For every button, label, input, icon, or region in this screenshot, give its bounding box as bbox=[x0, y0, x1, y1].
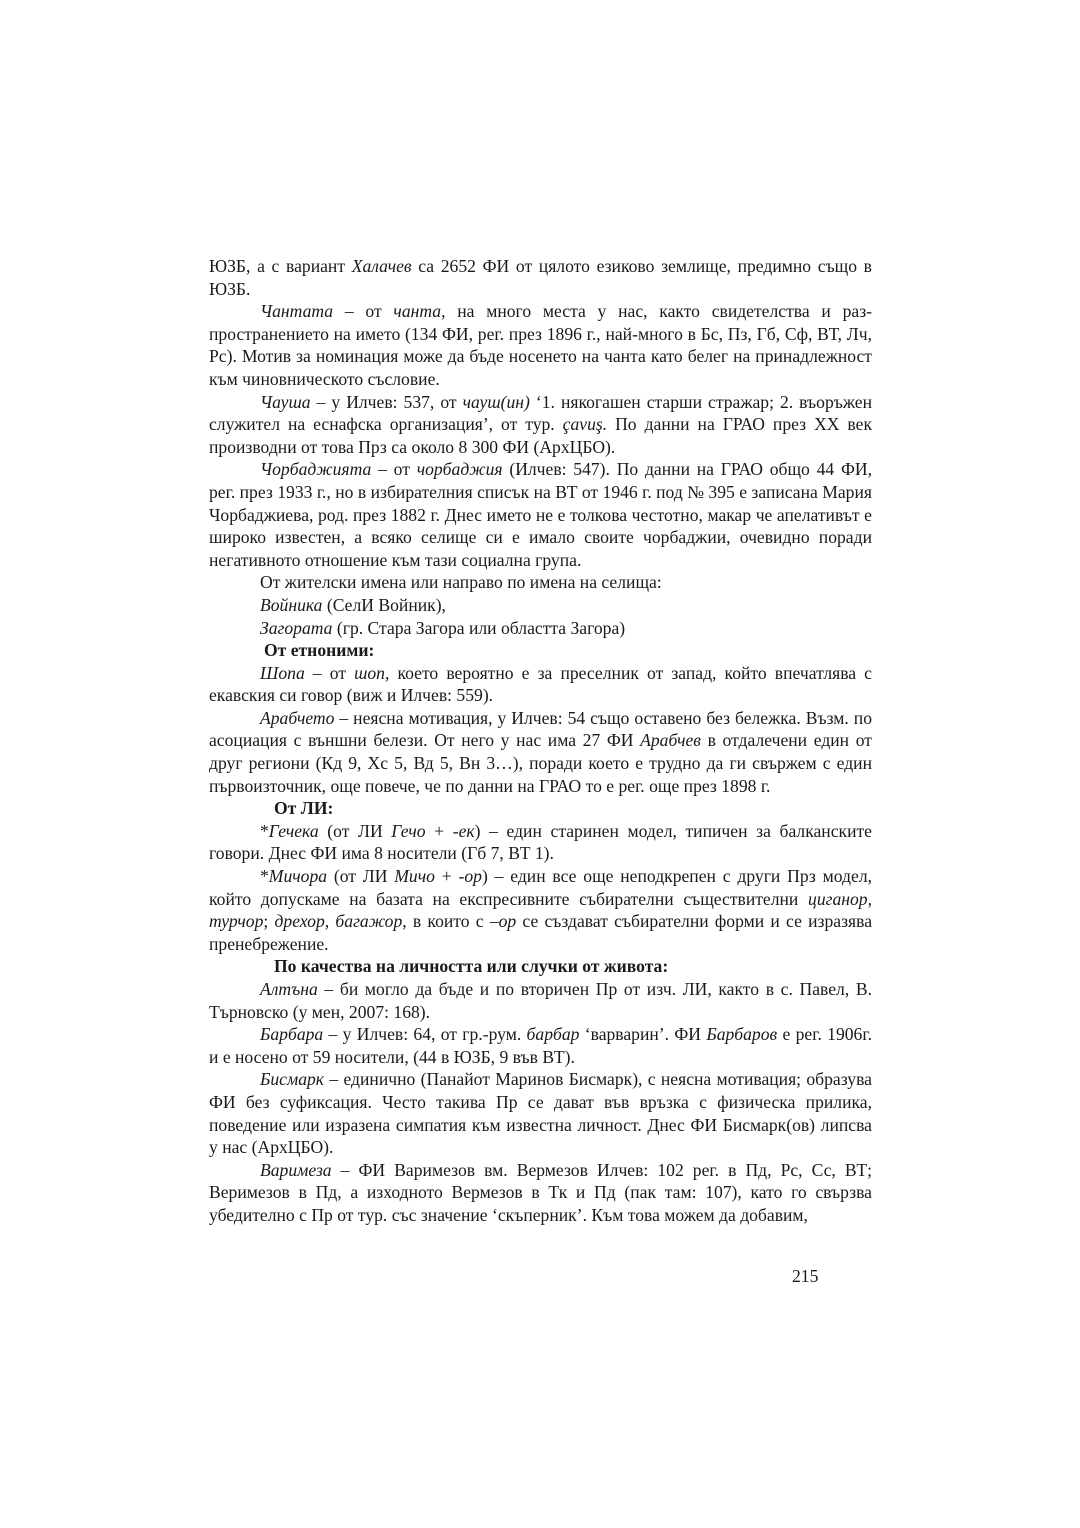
entry-term: Чорбаджията bbox=[260, 459, 372, 480]
section-heading-personal-names: От ЛИ: bbox=[274, 798, 334, 819]
text-run: са 2652 ФИ от цялото езиково землище, предимно също в ЮЗБ. bbox=[209, 256, 872, 299]
asterisk: * bbox=[260, 866, 269, 887]
term-word: циганор, турчор bbox=[209, 888, 872, 932]
text-run: е рег. 1906г. и е носено от 59 носители, (44 в ЮЗБ, 9 във ВТ). bbox=[209, 1024, 872, 1067]
term-word: Мичо bbox=[394, 866, 435, 887]
text-run: ЮЗБ, а с вариант bbox=[209, 256, 352, 276]
page-body bbox=[209, 255, 872, 1227]
term-word: багажор bbox=[335, 911, 403, 932]
section-heading-qualities: По качества на личността или случки от живота: bbox=[274, 956, 669, 977]
entry-altana bbox=[209, 978, 872, 1023]
entry-chausha bbox=[209, 391, 872, 459]
entry-bismark bbox=[209, 1068, 872, 1158]
entry-term: Алтъна bbox=[260, 979, 318, 999]
term-word: барбар bbox=[526, 1024, 580, 1045]
term-halachev: Халачев bbox=[351, 256, 412, 276]
text-run: – от bbox=[371, 459, 417, 480]
entry-term: Барбара bbox=[260, 1024, 324, 1045]
term-suffix: –ор bbox=[489, 911, 517, 932]
text-run: – би могло да бъде и по вторичен Пр от изч. ЛИ, както в с. Павел, В. Търновско (у мен, 2007: 168). bbox=[209, 979, 872, 1022]
entry-term: Загората bbox=[260, 617, 333, 638]
term-word: дрехор bbox=[274, 911, 325, 932]
text-run: – у Илчев: 64, от гр.-рум. bbox=[323, 1024, 527, 1045]
entry-voynika bbox=[209, 594, 872, 617]
entry-barbara bbox=[209, 1023, 872, 1068]
entry-term: Бисмарк bbox=[260, 1069, 325, 1090]
term-word: чанта bbox=[393, 301, 442, 322]
term-word: Гечо bbox=[391, 820, 426, 841]
text-run: – ФИ Варимезов вм. Вермезов Илчев: 102 рег. в Пд, Рс, Сс, ВТ; Веримезов в Пд, а изходното Вермезов в Тк и Пд (пак там: 107), като го свързва убедително с Пр от тур. със значение ‘скъперник’. Към това можем да добавим, bbox=[209, 1159, 872, 1225]
text-run: ) – един старинен модел, типичен за балканските говори. Днес ФИ има 8 носители (Гб 7, ВТ 1). bbox=[209, 820, 872, 864]
text-run: – неясна мотивация, у Илчев: 54 също оставено без бележка. Възм. по асоциация с външни белези. От него у нас има 27 ФИ bbox=[209, 707, 872, 751]
asterisk: * bbox=[260, 820, 269, 841]
text-run: – у Илчев: 537, от bbox=[310, 391, 463, 412]
text-run: , на много места у нас, както свидетелства и разпространението на името (134 ФИ, рег. през 1896 г., най-много в Бс, Пз, Гб, Сф, ВТ, Лч, Рс). Мотив за номинация може да бъде носенето на чанта като белег на принадлежност към чиновническото съсловие. bbox=[209, 301, 872, 389]
text-run: ‘1. някогашен старши стражар; 2. въоръжен служител на еснафска организация’, от тур. bbox=[209, 391, 872, 435]
term-word: Барбаров bbox=[706, 1024, 778, 1045]
term-word: Арабчев bbox=[640, 730, 701, 751]
entry-gecheka bbox=[209, 820, 872, 865]
entry-term: Арабчето bbox=[260, 707, 335, 728]
text-run: – единично (Панайот Маринов Бисмарк), с неясна мотивация; образува ФИ без суфиксация. Често такива Пр се дават във връзка с физическа прилика, поведение или изразена симпатия към известна личност. Днес ФИ Бисмарк(ов) липсва у нас (АрхЦБО). bbox=[209, 1069, 872, 1158]
text-run: – от bbox=[304, 662, 355, 683]
text-run: в отдалечени един от друг региони (Кд 9, Хс 5, Вд 5, Вн 3…), поради което е трудно да ги свържем с един първоизточник, още повече, че по данни на ГРАО то е рег. още през 1898 г. bbox=[209, 730, 872, 796]
section-heading-ethnonyms: От етноними: bbox=[264, 640, 375, 661]
entry-term: Мичора bbox=[268, 866, 328, 887]
text-run: , bbox=[324, 911, 336, 932]
entry-arabcheto bbox=[209, 707, 872, 797]
entry-chantata bbox=[209, 300, 872, 390]
page-number: 215 bbox=[792, 1266, 819, 1286]
entry-chorbadzhiyata bbox=[209, 458, 872, 571]
entry-zagorata bbox=[209, 617, 872, 640]
entry-term: Варимеза bbox=[260, 1159, 332, 1180]
term-word: чорбаджия bbox=[416, 459, 503, 480]
paragraph-settlement-intro bbox=[209, 571, 872, 594]
text-run: ) – един все още неподкрепен с други Прз модел, който допускаме на базата на експресивните събирателни съществителни bbox=[209, 866, 872, 909]
text-run: (от ЛИ bbox=[327, 866, 395, 887]
entry-varimeza bbox=[209, 1159, 872, 1227]
text-run: – от bbox=[333, 301, 394, 322]
text-run: се създават събирателни форми и се изразява пренебрежение. bbox=[209, 911, 873, 954]
term-word: чауш(ин) bbox=[462, 391, 530, 412]
text-run: (Илчев: 547). По данни на ГРАО общо 44 ФИ, рег. през 1933 г., но в избирателния списък на ВТ от 1946 г. под № 395 е записана Мария Чорбаджиева, род. през 1882 г. Днес името не е толкова честотно, макар че апелативът е широко известен, а всяко селище си е имало своите чорбаджии, очевидно поради негативното отношение към тази социална група. bbox=[209, 459, 872, 570]
term-suffix: -ек bbox=[452, 820, 475, 841]
term-suffix: -ор bbox=[458, 866, 482, 887]
text-run: От жителски имена или направо по имена на селища: bbox=[260, 572, 662, 593]
text-run: ‘варварин’. ФИ bbox=[579, 1024, 707, 1045]
entry-michora bbox=[209, 865, 872, 955]
text-run: , което вероятно е за преселник от запад, който впечатлява с екавския си говор (виж и Илчев: 559). bbox=[209, 662, 872, 706]
paragraph-halachev bbox=[209, 255, 872, 300]
text-run: (от ЛИ bbox=[318, 820, 392, 841]
term-turkish: çavuş. bbox=[562, 414, 608, 435]
entry-term: Гечека bbox=[268, 820, 319, 841]
entry-term: Чауша bbox=[260, 391, 311, 412]
entry-term: Шопа bbox=[260, 662, 305, 683]
entry-shopa bbox=[209, 662, 872, 707]
text-run: + bbox=[425, 820, 453, 841]
text-run: По данни на ГРАО през XX век производни от това Прз са около 8 300 ФИ (АрхЦБО). bbox=[209, 414, 872, 457]
text-run: (гр. Стара Загора или областта Загора) bbox=[332, 617, 626, 638]
text-run: ; bbox=[263, 911, 275, 932]
text-run: + bbox=[434, 866, 459, 887]
entry-term: Войника bbox=[260, 594, 323, 615]
term-word: шоп bbox=[354, 662, 385, 683]
text-run: (СелИ Войник), bbox=[322, 594, 446, 615]
entry-term: Чантата bbox=[260, 301, 334, 322]
text-run: , в които с bbox=[402, 911, 490, 932]
